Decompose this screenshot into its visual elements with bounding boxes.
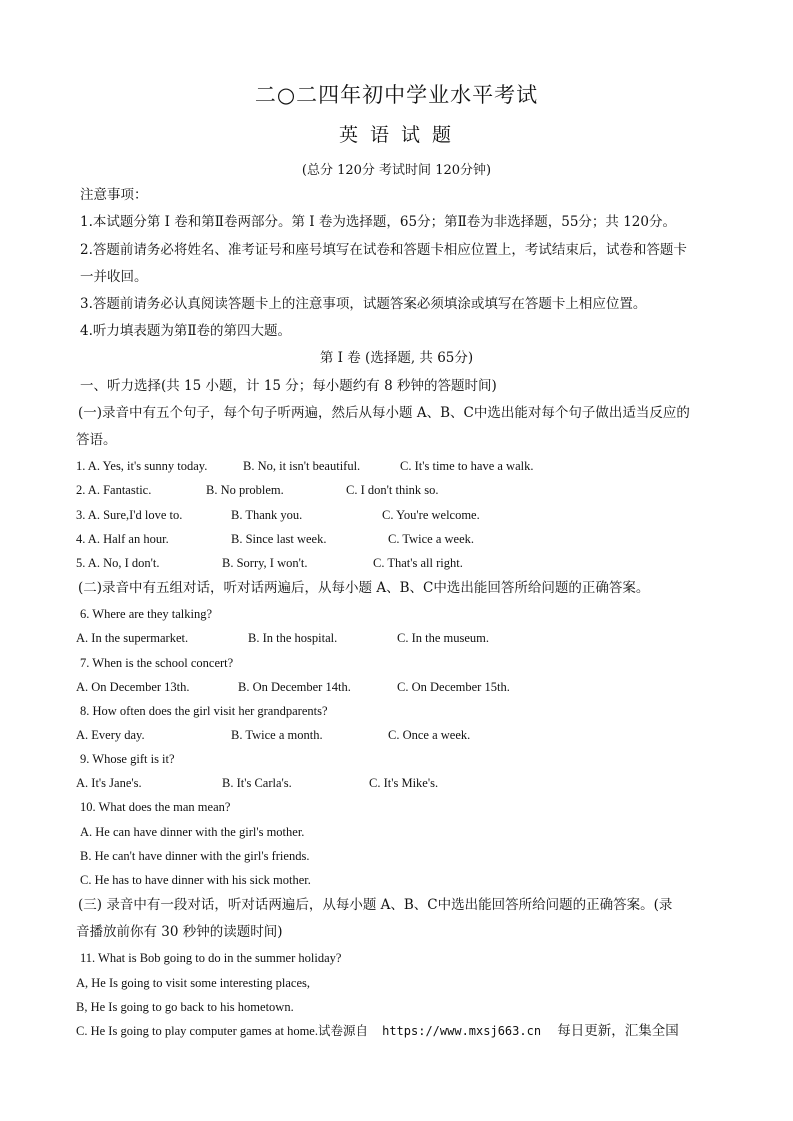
q10-option-b: B. He can't have dinner with the girl's friends.	[80, 849, 310, 863]
notes-heading: 注意事项：	[80, 187, 148, 203]
note-2-cont: 一并收回。	[80, 269, 148, 285]
q4-option-a: 4. A. Half an hour.	[76, 532, 169, 546]
q3-option-c: C. You're welcome.	[382, 508, 480, 522]
note-1: 1.本试题分第 I 卷和第Ⅱ卷两部分。第 I 卷为选择题，65分；第Ⅱ卷为非选择题，55分；共 120分。	[80, 214, 676, 230]
q2-option-b: B. No problem.	[206, 483, 284, 497]
note-3: 3.答题前请务必认真阅读答题卡上的注意事项，试题答案必须填涂或填写在答题卡上相应位置。	[80, 296, 647, 312]
q11-option-c-line	[76, 1022, 679, 1041]
subsection1-instruction-cont: 答语。	[76, 432, 117, 448]
q10-option-a: A. He can have dinner with the girl's mother.	[80, 825, 305, 839]
q9-option-b: B. It's Carla's.	[222, 776, 292, 790]
q11-option-a: A, He Is going to visit some interesting places,	[76, 976, 310, 990]
q11-option-b: B, He Is going to go back to his hometown.	[76, 1000, 294, 1014]
q3-option-a: 3. A. Sure,I'd love to.	[76, 508, 183, 522]
q2-option-c: C. I don't think so.	[346, 483, 439, 497]
q7-question: 7. When is the school concert?	[80, 656, 234, 670]
subsection3-instruction-cont: 音播放前你有 30 秒钟的读题时间)	[76, 924, 283, 940]
subsection1-instruction: (一)录音中有五个句子，每个句子听两遍，然后从每小题 A、B、C中选出能对每个句子做出适当反应的	[78, 405, 690, 421]
q7-option-c: C. On December 15th.	[397, 680, 510, 694]
q8-option-a: A. Every day.	[76, 728, 145, 742]
q3-option-b: B. Thank you.	[231, 508, 303, 522]
q11-option-c: C. He Is going to play computer games at home.试卷源自	[76, 1024, 368, 1038]
q6-option-c: C. In the museum.	[397, 631, 490, 645]
q9-option-a: A. It's Jane's.	[76, 776, 142, 790]
q5-option-c: C. That's all right.	[373, 556, 463, 570]
q1-option-a: 1. A. Yes, it's sunny today.	[76, 459, 208, 473]
section1-heading: 一、听力选择(共 15 小题，计 15 分；每小题约有 8 秒钟的答题时间)	[80, 378, 497, 394]
exam-title: 二○二四年初中学业水平考试	[254, 83, 539, 107]
subsection2-instruction: (二)录音中有五组对话，听对话两遍后，从每小题 A、B、C中选出能回答所给问题的正确答案。	[78, 580, 650, 596]
subject-title: 英 语 试 题	[338, 124, 455, 146]
q11-question: 11. What is Bob going to do in the summer holiday?	[80, 951, 342, 965]
q9-question: 9. Whose gift is it?	[80, 752, 175, 766]
q8-question: 8. How often does the girl visit her grandparents?	[80, 704, 328, 718]
q10-question: 10. What does the man mean?	[80, 800, 231, 814]
q6-option-a: A. In the supermarket.	[76, 631, 189, 645]
q1-option-b: B. No, it isn't beautiful.	[243, 459, 361, 473]
exam-info: (总分 120分 考试时间 120分钟)	[301, 163, 492, 178]
q8-option-c: C. Once a week.	[388, 728, 471, 742]
q2-option-a: 2. A. Fantastic.	[76, 483, 152, 497]
subsection3-instruction: (三) 录音中有一段对话，听对话两遍后，从每小题 A、B、C中选出能回答所给问题的正确答案。(录	[78, 897, 673, 913]
q5-option-a: 5. A. No, I don't.	[76, 556, 160, 570]
q9-option-c: C. It's Mike's.	[369, 776, 439, 790]
source-note: 每日更新，汇集全国	[557, 1023, 679, 1039]
note-2: 2.答题前请务必将姓名、准考证号和座号填写在试卷和答题卡相应位置上，考试结束后，试卷和答题卡	[80, 242, 687, 258]
q6-question: 6. Where are they talking?	[80, 607, 213, 621]
q6-option-b: B. In the hospital.	[248, 631, 338, 645]
q4-option-b: B. Since last week.	[231, 532, 327, 546]
q8-option-b: B. Twice a month.	[231, 728, 323, 742]
q7-option-b: B. On December 14th.	[238, 680, 351, 694]
source-url-link[interactable]: https://www.mxsj663.cn	[382, 1024, 542, 1038]
part1-title: 第 I 卷 (选择题, 共 65分)	[319, 350, 474, 366]
q7-option-a: A. On December 13th.	[76, 680, 190, 694]
q4-option-c: C. Twice a week.	[388, 532, 475, 546]
note-4: 4.听力填表题为第Ⅱ卷的第四大题。	[80, 323, 292, 339]
q1-option-c: C. It's time to have a walk.	[400, 459, 534, 473]
q10-option-c: C. He has to have dinner with his sick mother.	[80, 873, 311, 887]
q5-option-b: B. Sorry, I won't.	[222, 556, 308, 570]
